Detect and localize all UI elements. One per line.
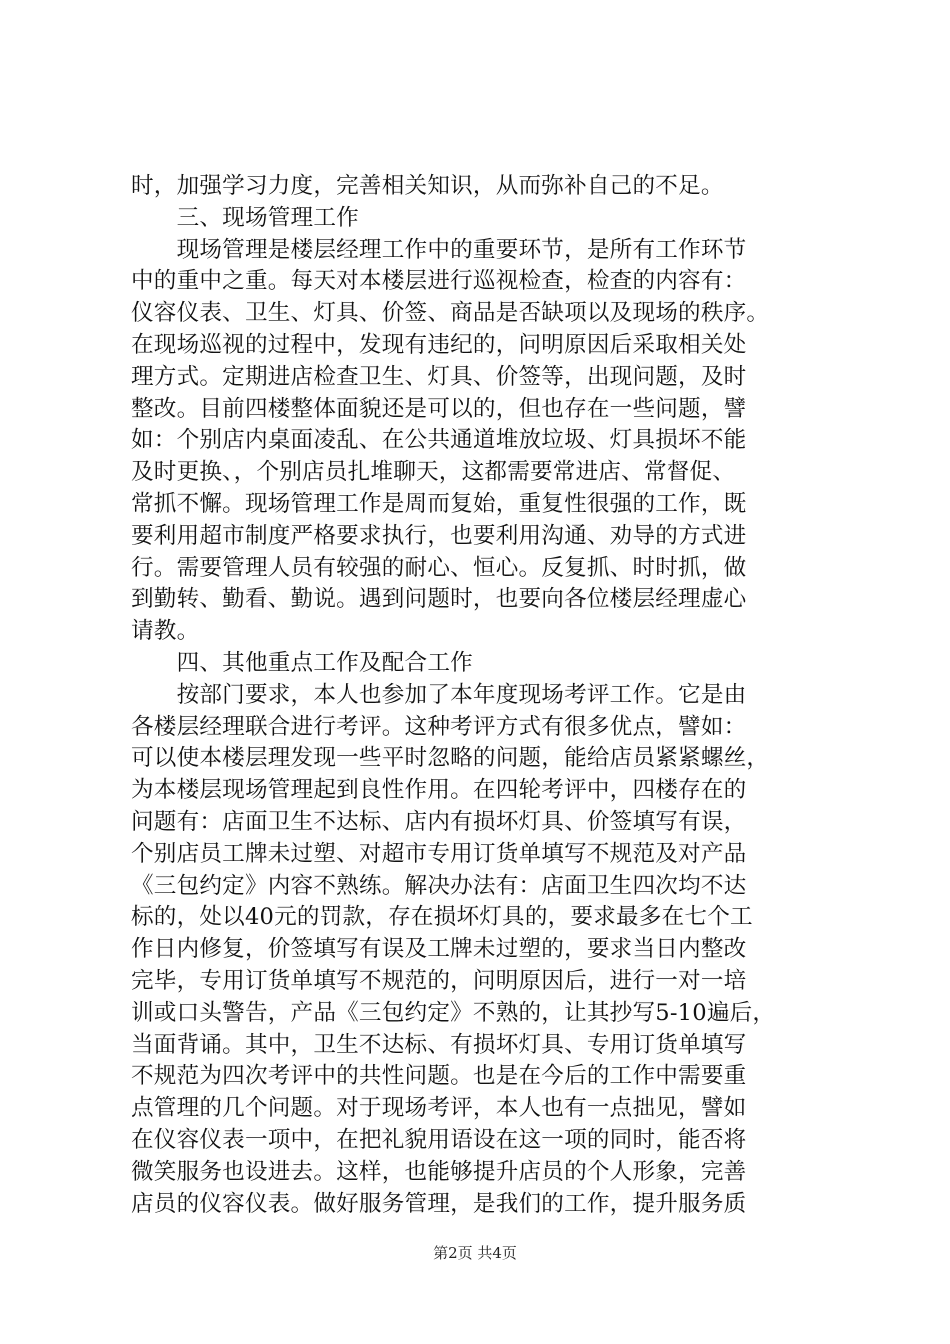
text-line: 微笑服务也设进去。这样，也能够提升店员的个人形象，完善 xyxy=(131,1158,747,1185)
text-line: 个别店员工牌未过塑、对超市专用订货单填写不规范及对产品 xyxy=(131,840,747,867)
document-body xyxy=(131,171,843,1220)
text-line: 仪容仪表、卫生、灯具、价签、商品是否缺项以及现场的秩序。 xyxy=(131,300,770,327)
text-line: 作日内修复，价签填写有误及工牌未过塑的，要求当日内整改 xyxy=(131,936,747,963)
text-line: 时，加强学习力度，完善相关知识，从而弥补自己的不足。 xyxy=(131,173,724,199)
text-line: 要利用超市制度严格要求执行，也要利用沟通、劝导的方式进 xyxy=(131,522,747,549)
text-line: 按部门要求，本人也参加了本年度现场考评工作。它是由 xyxy=(131,681,747,708)
text-line: 理方式。定期进店检查卫生、灯具、价签等，出现问题，及时 xyxy=(131,363,747,390)
text-line: 整改。目前四楼整体面貌还是可以的，但也存在一些问题，譬 xyxy=(131,395,747,422)
text-line: 完毕，专用订货单填写不规范的，问明原因后，进行一对一培 xyxy=(131,967,747,994)
text-line: 常抓不懈。现场管理工作是周而复始，重复性很强的工作，既 xyxy=(131,490,747,517)
text-line: 店员的仪容仪表。做好服务管理，是我们的工作，提升服务质 xyxy=(131,1190,747,1217)
text-line: 标的，处以40元的罚款，存在损坏灯具的，要求最多在七个工 xyxy=(131,904,753,931)
text-line: 不规范为四次考评中的共性问题。也是在今后的工作中需要重 xyxy=(131,1063,747,1090)
text-line: 及时更换、，个别店员扎堆聊天，这都需要常进店、常督促、 xyxy=(131,459,736,486)
text-line: 《三包约定》内容不熟练。解决办法有：店面卫生四次均不达 xyxy=(131,872,747,899)
text-line: 请教。 xyxy=(131,618,200,645)
text-line: 训或口头警告，产品《三包约定》不熟的，让其抄写5-10遍后， xyxy=(131,999,776,1026)
text-line: 行。需要管理人员有较强的耐心、恒心。反复抓、时时抓，做 xyxy=(131,554,747,581)
section-heading-4: 四、其他重点工作及配合工作 xyxy=(131,649,473,676)
text-line: 问题有：店面卫生不达标、店内有损坏灯具、价签填写有误， xyxy=(131,808,747,835)
text-line: 在仪容仪表一项中，在把礼貌用语设在这一项的同时，能否将 xyxy=(131,1126,747,1153)
text-line: 点管理的几个问题。对于现场考评，本人也有一点拙见，譬如 xyxy=(131,1095,747,1122)
text-line: 中的重中之重。每天对本楼层进行巡视检查，检查的内容有： xyxy=(131,268,747,295)
text-line: 在现场巡视的过程中，发现有违纪的，问明原因后采取相关处 xyxy=(131,331,747,358)
page-number-footer: 第2页 共4页 xyxy=(433,1244,517,1262)
text-line: 可以使本楼层理发现一些平时忽略的问题，能给店员紧紧螺丝， xyxy=(131,745,770,772)
text-line: 如：个别店内桌面凌乱、在公共通道堆放垃圾、灯具损坏不能 xyxy=(131,427,747,454)
text-line: 为本楼层现场管理起到良性作用。在四轮考评中，四楼存在的 xyxy=(131,777,747,804)
text-line: 各楼层经理联合进行考评。这种考评方式有很多优点，譬如： xyxy=(131,713,747,740)
section-heading-3: 三、现场管理工作 xyxy=(131,204,359,231)
text-line: 当面背诵。其中，卫生不达标、有损坏灯具、专用订货单填写 xyxy=(131,1031,747,1058)
text-line: 现场管理是楼层经理工作中的重要环节，是所有工作环节 xyxy=(131,236,747,263)
text-line: 到勤转、勤看、勤说。遇到问题时，也要向各位楼层经理虚心 xyxy=(131,586,747,613)
